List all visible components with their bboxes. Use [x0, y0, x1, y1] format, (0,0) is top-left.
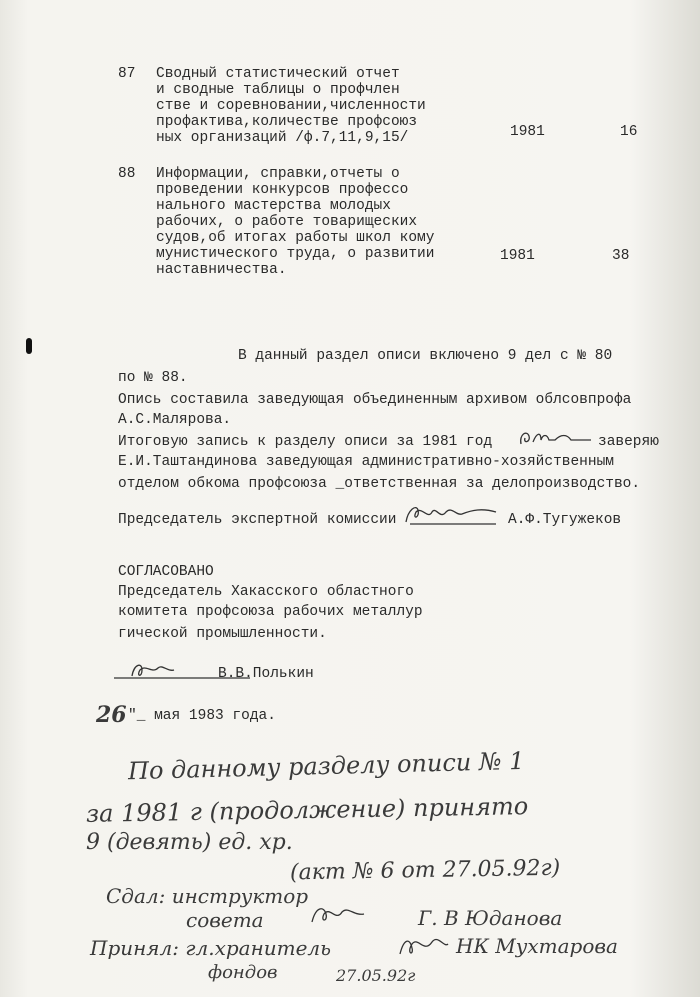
handwritten-line: 27.05.92г	[336, 966, 416, 985]
entry-line: проведении конкурсов профессо	[156, 182, 409, 198]
approval-date: "_ мая 1983 года.	[128, 708, 276, 724]
entry-line: наставничества.	[156, 262, 287, 278]
summary-line: Опись составила заведующая объединенным архивом облсовпрофа	[118, 392, 632, 408]
entry-line: рабочих, о работе товарищеских	[156, 214, 418, 230]
entry-number: 87	[118, 66, 136, 82]
entry-year: 1981	[510, 124, 545, 140]
handwritten-line: фондов	[208, 962, 278, 983]
summary-line: заверяю	[598, 434, 659, 450]
signature-mark	[308, 900, 368, 930]
entry-number: 88	[118, 166, 136, 182]
handwritten-line: совета	[186, 908, 264, 932]
handwritten-line: (акт № 6 от 27.05.92г)	[289, 855, 561, 886]
summary-line: А.Ф.Тугужеков	[508, 512, 622, 528]
handwritten-line: НК Мухтарова	[456, 934, 618, 958]
summary-line: Председатель экспертной комиссии	[118, 512, 397, 528]
handwritten-line: Принял: гл.хранитель	[90, 936, 332, 960]
signature-mark	[396, 930, 452, 962]
handwritten-line: за 1981 г (продолжение) принято	[85, 792, 529, 828]
summary-line: А.С.Малярова.	[118, 412, 232, 428]
summary-line: по № 88.	[118, 370, 188, 386]
summary-line: отделом обкома профсоюза _ответственная за делопроизводство.	[118, 476, 641, 492]
date-handwritten: 26	[96, 702, 127, 728]
entry-line: профактива,количестве профсоюз	[156, 114, 418, 130]
approval-line: Председатель Хакасского областного	[118, 584, 414, 600]
binding-hole	[26, 338, 32, 354]
approval-line: комитета профсоюза рабочих металлур	[118, 604, 423, 620]
summary-line: В данный раздел описи включено 9 дел с № 80	[238, 348, 613, 364]
approval-signer: В.В.Полькин	[218, 666, 314, 682]
entry-year: 1981	[500, 248, 535, 264]
entry-line: нального мастерства молодых	[156, 198, 391, 214]
entry-line: и сводные таблицы о профчлен	[156, 82, 400, 98]
entry-line: ных организаций /ф.7,11,9,15/	[156, 130, 409, 146]
entry-line: судов,об итогах работы школ кому	[156, 230, 435, 246]
entry-line: Информации, справки,отчеты о	[156, 166, 400, 182]
entry-line: Сводный статистический отчет	[156, 66, 400, 82]
entry-line: мунистического труда, о развитии	[156, 246, 435, 262]
approval-title: СОГЛАСОВАНО	[118, 564, 214, 580]
handwritten-line: Г. В Юданова	[418, 906, 563, 930]
entry-count: 16	[620, 124, 638, 140]
signature-mark	[402, 500, 500, 530]
entry-count: 38	[612, 248, 630, 264]
handwritten-line: 9 (девять) ед. хр.	[86, 830, 293, 855]
handwritten-line: Сдал: инструктор	[106, 884, 309, 908]
approval-line: гической промышленности.	[118, 626, 327, 642]
signature-mark	[515, 426, 595, 452]
summary-line: Итоговую запись к разделу описи за 1981 год	[118, 434, 493, 450]
handwritten-line: По данному разделу описи № 1	[127, 746, 525, 786]
entry-line: стве и соревновании,численности	[156, 98, 426, 114]
summary-line: Е.И.Таштандинова заведующая административно-хозяйственным	[118, 454, 614, 470]
